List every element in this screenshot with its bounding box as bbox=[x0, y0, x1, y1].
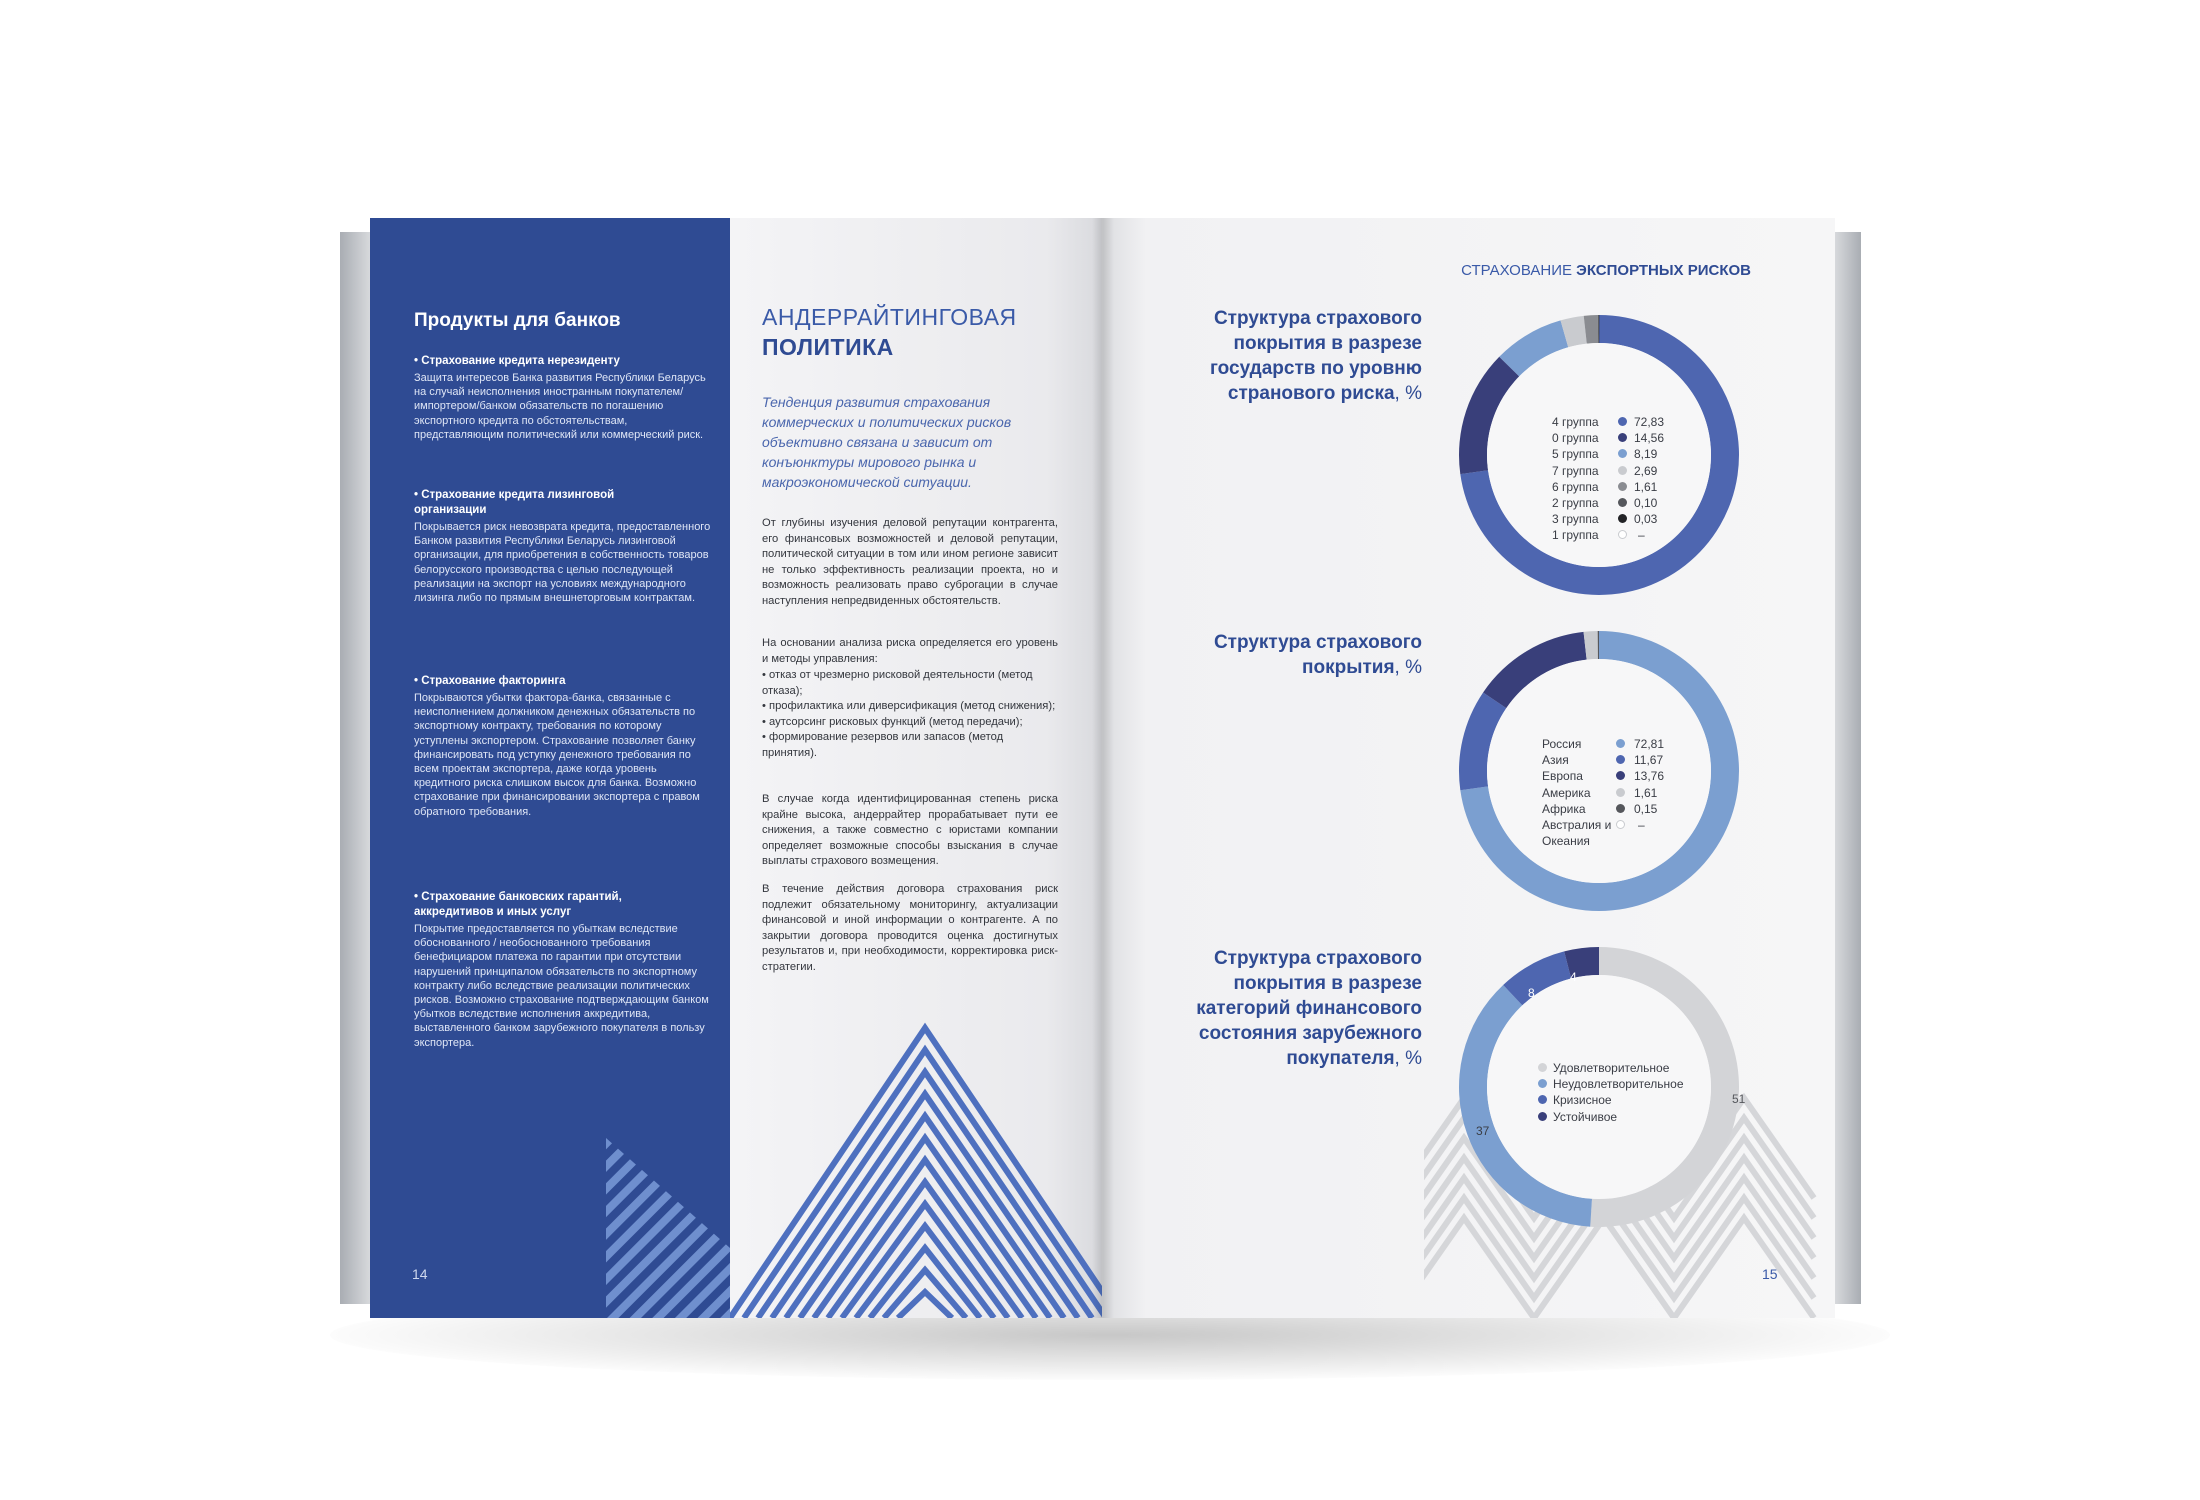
legend-row bbox=[1552, 527, 1692, 543]
slice-label: 51 bbox=[1732, 1092, 1746, 1106]
left-page bbox=[370, 218, 1102, 1318]
product-text: Покрывается риск невозврата кредита, предоставленного Банком развития Республики Беларусь лизинговой организации, для приобретения в собственность товаров белорусского производства с целью последующей реализации на экспорт на условиях международного лизинга либо по прямым внешнеторговым контрактам. bbox=[414, 521, 711, 605]
legend-swatch bbox=[1616, 788, 1625, 797]
product-block bbox=[414, 890, 714, 1050]
legend-value: 14,56 bbox=[1634, 431, 1665, 446]
legend-row bbox=[1538, 1076, 1708, 1092]
product-heading: • Страхование кредита нерезиденту bbox=[414, 355, 620, 367]
legend-value: 1,61 bbox=[1634, 785, 1658, 800]
left-page-edge bbox=[340, 232, 370, 1304]
legend-row bbox=[1552, 446, 1692, 462]
legend-row bbox=[1552, 511, 1692, 527]
chart-title-unit: , % bbox=[1394, 657, 1422, 678]
legend-value: 8,19 bbox=[1634, 447, 1658, 462]
chart-legend bbox=[1542, 736, 1692, 849]
legend-row bbox=[1538, 1092, 1708, 1108]
policy-paragraph: В случае когда идентифицированная степень риска крайне высока, андеррайтер прорабатывает пути ее снижения, а также совместно с юристами компании определяет возможные способы взыскания в случае выплаты страхового возмещения. bbox=[762, 793, 1058, 867]
page-number: 15 bbox=[1762, 1266, 1778, 1282]
stripe-decoration bbox=[606, 1138, 730, 1318]
product-text: Покрытие предоставляется по убыткам вследствие обоснованного / необоснованного требования бенефициаром платежа по гарантии при отсутствии нарушений принципалом обязательств по экспортному контракту либо вследствие реализации политических рисков. Возможно страхование подтверждающим банком убытков вследствие исполнения аккредитива, выставленного банком зарубежного покупателя в пользу экспортера. bbox=[414, 923, 709, 1049]
list-item: • отказ от чрезмерно рисковой деятельности (метод отказа); bbox=[762, 669, 1033, 697]
policy-list bbox=[762, 668, 1058, 761]
slice-label: 8 bbox=[1528, 986, 1535, 1000]
header-light: СТРАХОВАНИЕ bbox=[1461, 262, 1577, 279]
legend-label: 0 группа bbox=[1552, 431, 1599, 446]
legend-row bbox=[1542, 801, 1692, 817]
page-number: 14 bbox=[412, 1266, 428, 1282]
legend-label: 1 группа bbox=[1552, 528, 1599, 543]
legend-row bbox=[1538, 1109, 1708, 1125]
legend-value: – bbox=[1638, 528, 1645, 543]
legend-row bbox=[1552, 430, 1692, 446]
product-block bbox=[414, 674, 714, 819]
legend-label: Кризисное bbox=[1553, 1093, 1612, 1108]
legend-row bbox=[1542, 768, 1692, 784]
legend-swatch bbox=[1618, 530, 1627, 539]
legend-swatch bbox=[1616, 755, 1625, 764]
legend-swatch bbox=[1616, 820, 1625, 829]
legend-row bbox=[1542, 817, 1692, 849]
legend-value: 13,76 bbox=[1634, 769, 1665, 784]
legend-swatch bbox=[1538, 1079, 1547, 1088]
legend-label: Устойчивое bbox=[1553, 1109, 1618, 1124]
legend-swatch bbox=[1618, 449, 1627, 458]
legend-swatch bbox=[1538, 1063, 1547, 1072]
slice-label: 37 bbox=[1476, 1124, 1490, 1138]
legend-value: 2,69 bbox=[1634, 463, 1658, 478]
policy-paragraph: В течение действия договора страхования риск подлежит обязательному мониторингу, актуализации финансовой и иной информации о контрагенте. А по закрытии договора проводится оценка достигнутых результатов и, при необходимости, корректировка риск-стратегии. bbox=[762, 883, 1058, 973]
legend-row bbox=[1542, 785, 1692, 801]
product-text: Покрываются убытки фактора-банка, связанные с неисполнением должником денежных обязательств по экспортному контракту, требования по которому уступлены экспортером. Страхование позволяет банку финансировать под уступку денежного требования по всем проектам экспортера, даже когда уровень кредитного риска слишком высок для банка. Возможно страхование при финансировании экспортера с правом обратного требования. bbox=[414, 692, 700, 818]
legend-row bbox=[1552, 414, 1692, 430]
legend-row bbox=[1542, 752, 1692, 768]
legend-label: Австралия и Океания bbox=[1542, 817, 1612, 849]
legend-swatch bbox=[1616, 771, 1625, 780]
header-bold: ЭКСПОРТНЫХ РИСКОВ bbox=[1576, 262, 1751, 279]
legend-swatch bbox=[1618, 498, 1627, 507]
right-page bbox=[1102, 218, 1835, 1318]
legend-value: 72,83 bbox=[1634, 415, 1665, 429]
products-panel bbox=[370, 218, 730, 1318]
book-spine bbox=[1092, 218, 1114, 1318]
product-text: Защита интересов Банка развития Республики Беларусь на случай неисполнения иностранным покупателем/импортером/банком обязательств по погашению экспортного кредита по обстоятельствам, представляющим политический или коммерческий риск. bbox=[414, 372, 706, 441]
product-heading: • Страхование факторинга bbox=[414, 675, 566, 687]
legend-swatch bbox=[1618, 433, 1627, 442]
legend-value: 11,67 bbox=[1634, 753, 1664, 768]
legend-value: 0,10 bbox=[1634, 495, 1658, 510]
legend-label: 4 группа bbox=[1552, 415, 1599, 429]
legend-row bbox=[1552, 463, 1692, 479]
donut-slice-6 bbox=[1599, 315, 1600, 343]
legend-label: 6 группа bbox=[1552, 479, 1599, 494]
slice-label: 4 bbox=[1570, 970, 1577, 984]
legend-swatch bbox=[1616, 804, 1625, 813]
legend-swatch bbox=[1538, 1112, 1547, 1121]
legend-label: 2 группа bbox=[1552, 495, 1599, 510]
legend-swatch bbox=[1538, 1095, 1547, 1104]
legend-label: 5 группа bbox=[1552, 447, 1599, 462]
chart-title-unit: , % bbox=[1394, 383, 1422, 404]
legend-swatch bbox=[1618, 417, 1627, 426]
legend-value: 0,03 bbox=[1634, 512, 1658, 527]
legend-row bbox=[1538, 1060, 1708, 1076]
legend-label: Удовлетворительное bbox=[1553, 1061, 1670, 1075]
legend-swatch bbox=[1618, 514, 1627, 523]
policy-title-line1: АНДЕРРАЙТИНГОВАЯ bbox=[762, 304, 1017, 330]
legend-value: 0,15 bbox=[1634, 801, 1658, 816]
legend-swatch bbox=[1616, 739, 1625, 748]
legend-label: Америка bbox=[1542, 785, 1591, 800]
products-title: Продукты для банков bbox=[414, 310, 621, 331]
chart-title-text: Структура страхового покрытия в разрезе категорий финансового состояния зарубежного покупателя bbox=[1196, 948, 1422, 1069]
legend-label: Неудовлетворительное bbox=[1553, 1077, 1684, 1092]
legend-value: 72,81 bbox=[1634, 737, 1665, 751]
chart-title bbox=[1162, 946, 1422, 1071]
legend-label: Россия bbox=[1542, 737, 1582, 751]
product-block bbox=[414, 354, 714, 442]
legend-row bbox=[1552, 479, 1692, 495]
legend-label: Европа bbox=[1542, 769, 1583, 784]
chart-title-text: Структура страхового покрытия bbox=[1213, 632, 1422, 678]
legend-label: Африка bbox=[1542, 801, 1586, 816]
page-header bbox=[1461, 262, 1751, 279]
legend-label: 7 группа bbox=[1552, 463, 1599, 478]
chevron-stripe-decoration bbox=[730, 1008, 1102, 1318]
list-item: • профилактика или диверсификация (метод снижения); bbox=[762, 700, 1056, 712]
policy-paragraph: На основании анализа риска определяется его уровень и методы управления: bbox=[762, 637, 1058, 665]
product-block bbox=[414, 488, 714, 605]
list-item: • формирование резервов или запасов (метод принятия). bbox=[762, 731, 1004, 759]
list-item: • аутсорсинг рисковых функций (метод передачи); bbox=[762, 715, 1023, 728]
chart-legend bbox=[1538, 1060, 1708, 1125]
legend-row bbox=[1552, 495, 1692, 511]
legend-swatch bbox=[1618, 482, 1627, 491]
policy-lead: Тенденция развития страхования коммерческих и политических рисков объективно связана и зависит от конъюнктуры мирового рынка и макроэкономической ситуации. bbox=[762, 394, 1012, 490]
chart-title bbox=[1162, 630, 1422, 680]
product-heading: • Страхование банковских гарантий, аккредитивов и иных услуг bbox=[414, 891, 622, 918]
legend-label: 3 группа bbox=[1552, 512, 1599, 527]
product-heading: • Страхование кредита лизинговой организации bbox=[414, 489, 615, 516]
chart-title bbox=[1162, 306, 1422, 406]
legend-swatch bbox=[1618, 466, 1627, 475]
policy-paragraph: От глубины изучения деловой репутации контрагента, его финансовых возможностей и деловой репутации, политической ситуации в том или ином регионе зависит не только эффективность реализации проекта, но и возможность реализовать право суброгации в случае наступления непредвиденных обстоятельств. bbox=[762, 517, 1058, 607]
chart-title-unit: , % bbox=[1394, 1048, 1422, 1069]
chart-legend bbox=[1552, 414, 1692, 544]
policy-title-line2: ПОЛИТИКА bbox=[762, 334, 894, 360]
legend-value: 1,61 bbox=[1634, 479, 1658, 494]
legend-label: Азия bbox=[1542, 753, 1569, 768]
legend-value: – bbox=[1638, 817, 1645, 832]
legend-row bbox=[1542, 736, 1692, 752]
right-page-edge bbox=[1835, 232, 1861, 1304]
chart-title-text: Структура страхового покрытия в разрезе государств по уровню странового риска bbox=[1209, 308, 1422, 404]
